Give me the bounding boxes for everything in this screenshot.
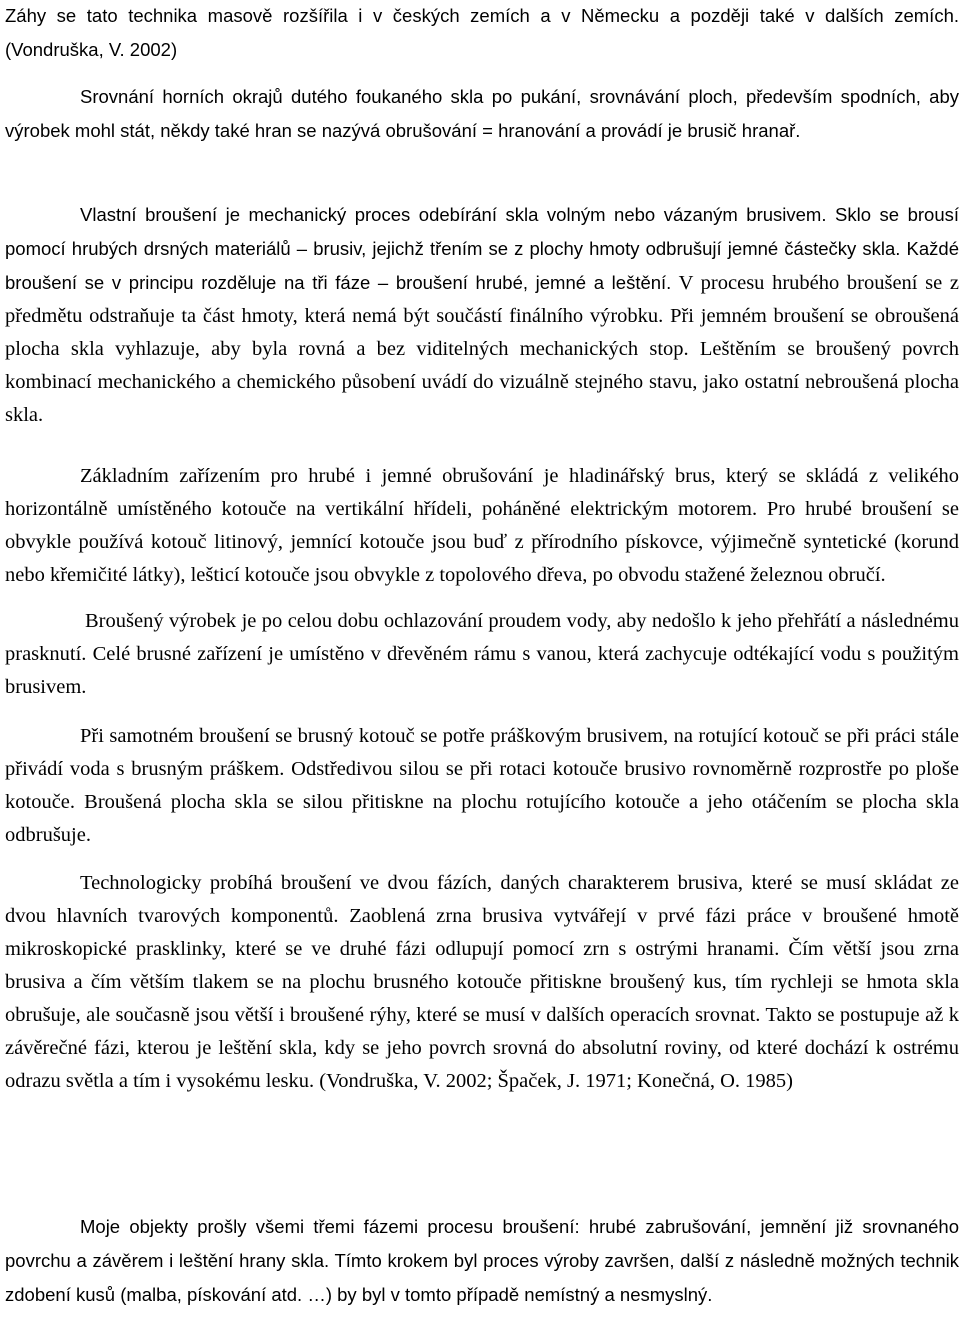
paragraph-6 [5,720,959,852]
paragraph-7 [5,867,959,1098]
paragraph-4-sentence-2: Pro hrubé broušení se obvykle používá kotouč litinový, jemnící kotouče jsou buď z přírodního pískovce, výjimečně syntetické (korund nebo křemičité látky), lešticí kotouče jsou obvykle z topolového dřeva, po obvodu stažené železnou obručí. [5,498,959,586]
paragraph-7-sentence-3: Čím větší jsou zrna brusiva a čím větším tlakem se na plochu brusného kotouče přitiskne broušený kus, tím rychleji se hmota skla obrušuje, ale současně jsou větší i broušené rýhy, které se musí v dalších operacích srovnat. [5,938,959,1026]
paragraph-2-text: Srovnání horních okrajů dutého foukaného skla po pukání, srovnávání ploch, především spodních, aby výrobek mohl stát, někdy také hran se nazývá obrušování = hranování a provádí je brusič hranař. [5,86,959,141]
paragraph-4 [5,460,959,592]
paragraph-2 [5,80,959,148]
paragraph-4-sentence-1: Základním zařízením pro hrubé i jemné obrušování je hladinářský brus, který se skládá z velikého horizontálně umístěného kotouče na vertikální hřídeli, poháněné elektrickým motorem. [5,465,959,520]
paragraph-7-sentence-4: Takto se postupuje až k závěrečné fázi, kterou je leštění skla, kdy se jeho povrch srovná do absolutní roviny, od které dochází k ostrému odrazu světla a tím i vysokému lesku. (Vondruška, V. 2002; Špaček, J. 1971; Konečná, O. 1985) [5,1004,960,1092]
paragraph-3-sentence-3: Každé broušení se v principu rozděluje na tři fáze – broušení hrubé, jemné a leštění. [5,238,959,293]
paragraph-3 [5,198,959,432]
paragraph-5 [5,605,959,704]
paragraph-6-sentence-2: Odstředivou silou se při rotaci kotouče brusivo rovnoměrně rozprostře po ploše kotouče. [5,758,960,813]
paragraph-5-sentence-1: Broušený výrobek je po celou dobu ochlazování proudem vody, aby nedošlo k jeho přehřátí a následnému prasknutí. [5,610,959,665]
paragraph-1-text: Záhy se tato technika masově rozšířila i v českých zemích a v Německu a později také v dalších zemích. (Vondruška, V. 2002) [5,5,959,60]
paragraph-7-sentence-1: Technologicky probíhá broušení ve dvou fázích, daných charakterem brusiva, které se musí skládat ze dvou hlavních tvarových komponentů. [5,872,959,927]
paragraph-3-sentence-6: Leštěním se broušený povrch kombinací mechanického a chemického působení uvádí do vizuálně stejného stavu, jako ostatní nebroušená plocha skla. [5,338,959,426]
paragraph-1 [5,0,959,67]
paragraph-3-sentence-4: V procesu hrubého broušení se z předmětu odstraňuje ta část hmoty, která nemá být součástí finálního výrobku. [5,272,959,327]
paragraph-8-text: Moje objekty prošly všemi třemi fázemi procesu broušení: hrubé zabrušování, jemnění již srovnaného povrchu a závěrem i leštění hrany skla. Tímto krokem byl proces výroby završen, další z následně možných technik zdobení kusů (malba, pískování atd. …) by byl v tomto případě nemístný a nesmyslný. [5,1216,959,1305]
paragraph-6-sentence-3: Broušená plocha skla se silou přitiskne na plochu rotujícího kotouče a jeho otáčením se plocha skla odbrušuje. [5,791,959,846]
paragraph-6-sentence-1: Při samotném broušení se brusný kotouč se potře práškovým brusivem, na rotující kotouč se při práci stále přivádí voda s brusným práškem. [5,725,959,780]
paragraph-3-sentence-2: Sklo se brousí pomocí hrubých drsných materiálů – brusiv, jejichž třením se z plochy hmoty odbrušují jemné částečky skla. [5,204,959,259]
paragraph-7-sentence-2: Zaoblená zrna brusiva vytvářejí v prvé fázi práce v broušené hmotě mikroskopické prasklinky, které se ve druhé fázi odlupují pomocí zrn s ostrými hranami. [5,905,959,960]
paragraph-8 [5,1210,959,1312]
paragraph-5-sentence-2: Celé brusné zařízení je umístěno v dřevěném rámu s vanou, která zachycuje odtékající vodu s použitým brusivem. [5,643,959,698]
paragraph-3-sentence-5: Při jemném broušení se obroušená plocha skla vyhlazuje, aby byla rovná a bez viditelných mechanických stop. [5,305,959,360]
paragraph-3-sentence-1: Vlastní broušení je mechanický proces odebírání skla volným nebo vázaným brusivem. [80,204,827,225]
